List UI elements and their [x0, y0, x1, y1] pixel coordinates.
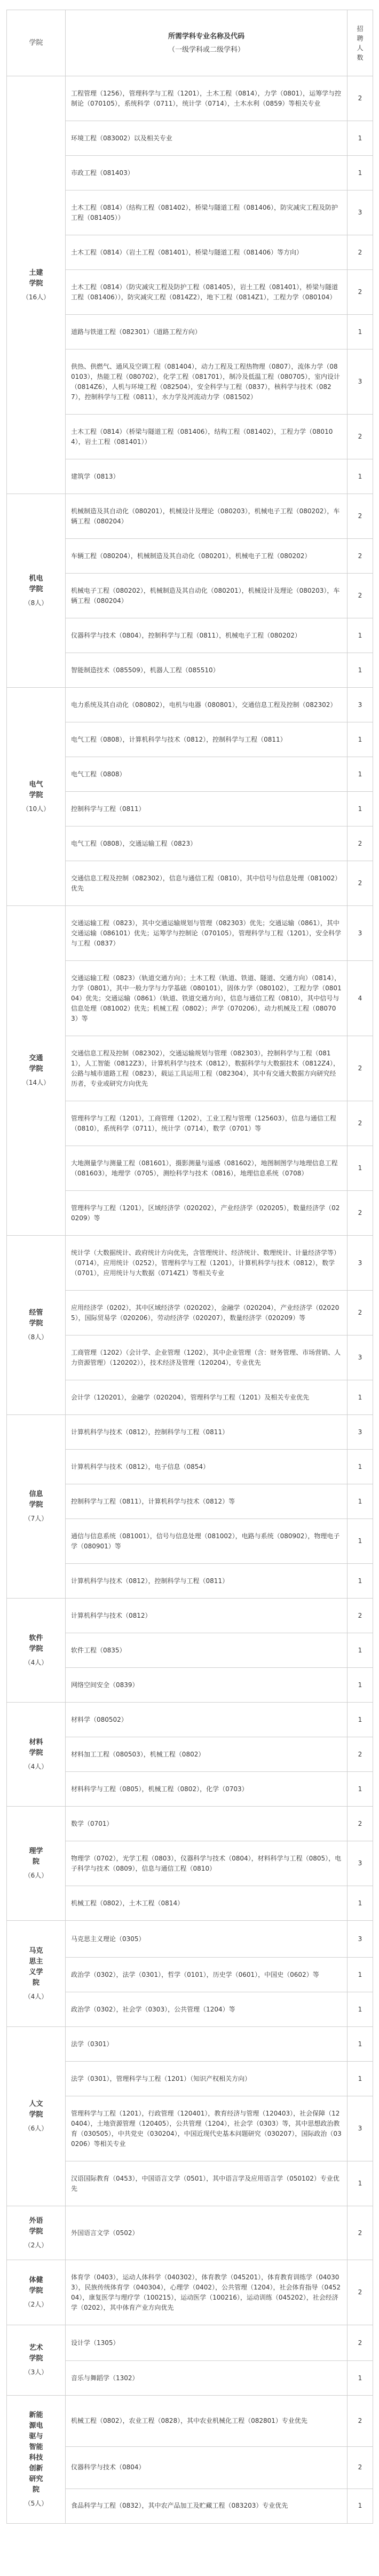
school-name: 机电学院: [29, 574, 43, 593]
school-name: 软件学院: [29, 1634, 43, 1653]
major-cell: 电气工程（0808）: [66, 757, 348, 792]
major-cell: 政治学（0302），法学（0301），哲学（0101），历史学（0601），中国史（0602）等: [66, 1958, 348, 1992]
school-quota: （7人）: [24, 1515, 48, 1522]
headcount-cell: 4: [348, 961, 373, 1036]
major-cell: 土木工程（0814）（桥梁与隧道工程（081406），结构工程（081402），工程力学（080104），岩土工程（081401））: [66, 415, 348, 459]
headcount-cell: 3: [348, 1335, 373, 1380]
major-cell: 电气工程（0808），计算机科学与技术（0812），控制科学与工程（0811）: [66, 722, 348, 757]
major-cell: 计算机科学与技术（0812）: [66, 1599, 348, 1633]
headcount-cell: 3: [348, 688, 373, 722]
header-num: [348, 10, 373, 76]
headcount-cell: 1: [348, 1484, 373, 1519]
major-cell: 机械电子工程（080202），机械制造及其自动化（080201），机械设计及理论（080203），车辆工程（080204）: [66, 574, 348, 618]
header-school-label: 学院: [29, 39, 43, 47]
school-cell: [7, 2396, 66, 2524]
headcount-cell: 1: [348, 156, 373, 190]
major-cell: 设计学（1305）: [66, 2325, 348, 2361]
header-row: [7, 10, 373, 76]
headcount-cell: 2: [348, 1807, 373, 1841]
school-name: 土建学院: [29, 268, 43, 288]
headcount-cell: 3: [348, 1236, 373, 1291]
headcount-cell: 3: [348, 1415, 373, 1450]
school-name: 材料学院: [29, 1738, 43, 1757]
headcount-cell: 1: [348, 1146, 373, 1191]
table-row: [7, 2206, 373, 2260]
headcount-cell: 1: [348, 618, 373, 653]
major-cell: 土木工程（0814）（结构工程（081402），桥梁与隧道工程（081406），防灾减灾工程及防护工程（081405））: [66, 190, 348, 235]
school-name: 经管学院: [29, 1309, 43, 1327]
major-cell: 控制科学与工程（0811）: [66, 792, 348, 826]
headcount-cell: 2: [348, 235, 373, 270]
school-cell: [7, 2027, 66, 2206]
major-cell: 计算机科学与技术（0812），电子信息（0854）: [66, 1450, 348, 1484]
major-cell: 会计学（120201），金融学（020204），管理科学与工程（1201）及相关专业优先: [66, 1380, 348, 1415]
major-cell: 交通运输工程（0823）（轨道交通方向）；土木工程（轨道、铁道、隧道、交通方向）（0814），力学（0801），其中一般力学与力学基础（080101），固体力学（080102），工程力学（080104）优先；交通运输（0861）（轨道、铁道交通方向），信息与通信工程（0810），其中信号与信息处理（081002）优先；机械工程（0802）；声学（070206），动力机械及工程（080703）等: [66, 961, 348, 1036]
headcount-cell: 2: [348, 2446, 373, 2488]
headcount-cell: 1: [348, 1992, 373, 2027]
headcount-cell: 1: [348, 2161, 373, 2206]
school-name: 人文学院: [29, 2100, 43, 2119]
headcount-cell: 2: [348, 2396, 373, 2447]
school-name: 外语学院: [29, 2216, 43, 2236]
table-row: [7, 2396, 373, 2447]
major-cell: 数学（0701）: [66, 1807, 348, 1841]
school-name: 信息学院: [29, 1490, 43, 1509]
headcount-cell: 1: [348, 2062, 373, 2096]
headcount-cell: 2: [348, 574, 373, 618]
headcount-cell: 1: [348, 1772, 373, 1807]
headcount-cell: 3: [348, 1921, 373, 1958]
major-cell: 交通运输工程（0823），其中交通运输规划与管理（082303）优先；交通运输（0861），其中交通运输（086101）优先；运筹学与控制论（070105），管理科学与工程（1201），安全科学与工程（0837）: [66, 906, 348, 961]
school-quota: （10人）: [22, 805, 50, 813]
school-cell: [7, 688, 66, 906]
headcount-cell: 2: [348, 2325, 373, 2361]
major-cell: 通信与信息系统（081001），信号与信息处理（081002），电路与系统（080902），物理电子学（080901）等: [66, 1519, 348, 1564]
headcount-cell: 2: [348, 1291, 373, 1335]
school-cell: [7, 2325, 66, 2396]
table-row: [7, 1599, 373, 1633]
major-cell: 仪器科学与技术（0804）: [66, 2446, 348, 2488]
headcount-cell: 3: [348, 190, 373, 235]
table-row: [7, 906, 373, 961]
school-quota: （16人）: [22, 293, 50, 301]
major-cell: 仪器科学与技术（0804），控制科学与工程（0811），机械电子工程（080202）: [66, 618, 348, 653]
headcount-cell: 2: [348, 1036, 373, 1101]
table-row: [7, 1807, 373, 1841]
major-cell: 车辆工程（080204），机械制造及其自动化（080201），机械电子工程（080202）: [66, 539, 348, 574]
school-quota: （14人）: [22, 1079, 50, 1086]
school-quota: （5人）: [24, 2499, 48, 2507]
major-cell: 法学（0301）: [66, 2027, 348, 2062]
major-cell: 电力系统及其自动化（080802），电机与电器（080801），交通信息工程及控制（082302）: [66, 688, 348, 722]
school-cell: [7, 494, 66, 688]
school-name: 艺术学院: [29, 2344, 43, 2363]
major-cell: 计算机科学与技术（0812），控制科学与工程（0811）: [66, 1564, 348, 1599]
school-cell: [7, 906, 66, 1236]
table-row: [7, 2325, 373, 2361]
school-cell: [7, 2260, 66, 2325]
major-cell: 智能制造技术（085509），机器人工程（085510）: [66, 653, 348, 688]
header-school: [7, 10, 66, 76]
headcount-cell: 1: [348, 1886, 373, 1921]
school-quota: （2人）: [24, 2301, 48, 2308]
major-cell: 交通信息工程及控制（082302），交通运输规划与管理（082303），控制科学与工程（0811），人工智能（0812Z3），计算机科学与技术（0812），数据科学与大数据技术（0812Z4），公路与城市道路工程（0823），载运工具运用工程（082304），其中有交通大数据方向研究经历者，专业或研究方向优先: [66, 1036, 348, 1101]
headcount-cell: 1: [348, 315, 373, 349]
school-cell: [7, 1236, 66, 1415]
headcount-cell: 1: [348, 757, 373, 792]
header-major: [66, 10, 348, 76]
major-cell: 机械制造及其自动化（080201），机械设计及理论（080203），机械电子工程（080202），车辆工程（080204）: [66, 494, 348, 539]
major-cell: 大地测量学与测量工程（081601），摄影测量与遥感（081602），地图制图学与地理信息工程（081603），地理学（0705），测绘科学与技术（0816），地理信息系统（0708）: [66, 1146, 348, 1191]
major-cell: 供热、供燃气、通风及空调工程（081404），动力工程及工程热物理（0807），流体力学（080103），热能工程（080702），化学工程（081701），制冷及低温工程（080705），室内设计（0814Z6），人机与环境工程（082504），安全科学与工程（0837），核科学与技术（0827），控制科学与工程（0811），水力学及河流动力学（081502）: [66, 349, 348, 415]
school-cell: [7, 1599, 66, 1703]
headcount-cell: 2: [348, 415, 373, 459]
headcount-cell: 2: [348, 539, 373, 574]
school-quota: （4人）: [24, 1762, 48, 1770]
headcount-cell: 1: [348, 1380, 373, 1415]
headcount-cell: 1: [348, 121, 373, 156]
school-cell: [7, 1415, 66, 1599]
major-cell: 外国语言文学（0502）: [66, 2206, 348, 2260]
major-cell: 计算机科学与技术（0812），控制科学与工程（0811）: [66, 1415, 348, 1450]
headcount-cell: 2: [348, 2206, 373, 2260]
major-cell: 工商管理（1202）（会计学、企业管理（1202），其中企业管理（含：财务管理、市场营销、人力资源管理）（120202）），技术经济及管理（120204），专业优先: [66, 1335, 348, 1380]
major-cell: 控制科学与工程（0811），计算机科学与技术（0812）等: [66, 1484, 348, 1519]
table-row: [7, 1703, 373, 1737]
school-cell: [7, 1703, 66, 1807]
headcount-cell: 3: [348, 1841, 373, 1886]
header-major-subtitle: （一级学科或二级学科）: [168, 45, 244, 54]
school-cell: [7, 2206, 66, 2260]
headcount-cell: 3: [348, 349, 373, 415]
school-quota: （2人）: [24, 2241, 48, 2249]
headcount-cell: 1: [348, 2488, 373, 2523]
major-cell: 体育学（0403），运动人体科学（040302），体育教学（045201），体育教育训练学（040303），民族传统体育学（040304），心理学（0402），公共管理（1204），社会体育指导（045204），康复医学与理疗学（100215），运动医学（100216），运动训练（045202），社会经济学（0202），其中体育产业方向优先: [66, 2260, 348, 2325]
table-header: [7, 10, 373, 76]
table-row: [7, 1415, 373, 1450]
school-quota: （4人）: [24, 1658, 48, 1666]
major-cell: 管理科学与工程（1201），行政管理（120401），教育经济与管理（120403），社会保障（120404），土地资源管理（120405），公共管理（1204），社会学（0303）等，其中思想政治教育（030505），中共党史（030204），中国近现代史基本问题研究（030207），国际政治（030206）等相关专业: [66, 2096, 348, 2161]
headcount-cell: 1: [348, 653, 373, 688]
headcount-cell: 2: [348, 76, 373, 121]
headcount-cell: 1: [348, 1958, 373, 1992]
major-cell: 政治学（0302），社会学（0303），公共管理（1204）等: [66, 1992, 348, 2027]
school-quota: （3人）: [24, 2368, 48, 2376]
header-num-label: 招聘人数: [357, 25, 364, 61]
headcount-cell: 2: [348, 861, 373, 906]
headcount-cell: 1: [348, 1668, 373, 1703]
header-major-title: 所需学科专业名称及代码: [168, 32, 244, 41]
headcount-cell: 2: [348, 1191, 373, 1236]
major-cell: 网络空间安全（0839）: [66, 1668, 348, 1703]
major-cell: 环境工程（083002）以及相关专业: [66, 121, 348, 156]
major-cell: 土木工程（0814）（防灾减灾工程及防护工程（081405），岩土工程（081401），桥梁与隧道工程（081406）），防灾减灾工程（0814Z2），地下工程（0814Z1），工程力学（080104）: [66, 270, 348, 315]
school-quota: （8人）: [24, 599, 48, 607]
major-cell: 汉语国际教育（0453），中国语言文学（0501），其中语言学及应用语言学（050102）专业优先: [66, 2161, 348, 2206]
major-cell: 土木工程（0814）（岩土工程（081401），桥梁与隧道工程（081406）等方向）: [66, 235, 348, 270]
school-name: 马克思主义学院: [29, 1946, 43, 1987]
major-cell: 电气工程（0808），交通运输工程（0823）: [66, 826, 348, 861]
table-row: [7, 1236, 373, 1291]
headcount-cell: 1: [348, 1519, 373, 1564]
table-row: [7, 2027, 373, 2062]
school-name: 理学院: [29, 1847, 43, 1866]
school-quota: （8人）: [24, 1333, 48, 1341]
school-cell: [7, 1807, 66, 1921]
headcount-cell: 1: [348, 792, 373, 826]
major-cell: 物理学（0702），光学工程（0803），仪器科学与技术（0804），材料科学与工程（0805），电子科学与技术（0809），信息与通信工程（0810）: [66, 1841, 348, 1886]
table-row: [7, 494, 373, 539]
school-cell: [7, 1921, 66, 2027]
table-body: [7, 76, 373, 2524]
major-cell: 机械工程（0802），农业工程（0828），其中农业机械化工程（082801）专业优先: [66, 2396, 348, 2447]
table-row: [7, 2260, 373, 2325]
major-cell: 机械工程（0802），土木工程（0814）: [66, 1886, 348, 1921]
major-cell: 食品科学与工程（0832），其中农产品加工及贮藏工程（083203）专业优先: [66, 2488, 348, 2523]
major-cell: 工程管理（1256），管理科学与工程（1201），土木工程（0814），力学（0801），运筹学与控制论（070105），系统科学（0711），统计学（0714），土木水利（0859）等相关专业: [66, 76, 348, 121]
major-cell: 建筑学（0813）: [66, 459, 348, 494]
school-name: 体健学院: [29, 2276, 43, 2295]
headcount-cell: 1: [348, 459, 373, 494]
school-cell: [7, 76, 66, 494]
major-cell: 材料科学与工程（0805），机械工程（0802），化学（0703）: [66, 1772, 348, 1807]
school-name: 新能源电驱与智能科技创新研究院: [29, 2411, 43, 2494]
recruitment-table: [6, 10, 373, 2524]
headcount-cell: 1: [348, 722, 373, 757]
major-cell: 法学（0301），管理科学与工程（1201）（知识产权相关方向）: [66, 2062, 348, 2096]
major-cell: 管理科学与工程（1201），工商管理（1202），工业工程与管理（125603），信息与通信工程（0810），系统科学（0711），统计学（0714），数学（0701）等: [66, 1101, 348, 1146]
school-quota: （4人）: [24, 1992, 48, 2000]
headcount-cell: 3: [348, 906, 373, 961]
table-row: [7, 688, 373, 722]
major-cell: 马克思主义理论（0305）: [66, 1921, 348, 1958]
school-name: 交通学院: [29, 1054, 43, 1073]
headcount-cell: 2: [348, 1101, 373, 1146]
school-quota: （6人）: [24, 2125, 48, 2132]
school-quota: （6人）: [24, 1872, 48, 1879]
headcount-cell: 1: [348, 1703, 373, 1737]
headcount-cell: 2: [348, 1599, 373, 1633]
major-cell: 市政工程（081403）: [66, 156, 348, 190]
major-cell: 材料加工工程（080503），机械工程（0802）: [66, 1737, 348, 1772]
headcount-cell: 1: [348, 1450, 373, 1484]
headcount-cell: 2: [348, 826, 373, 861]
table-row: [7, 76, 373, 121]
headcount-cell: 1: [348, 1564, 373, 1599]
headcount-cell: 2: [348, 494, 373, 539]
headcount-cell: 1: [348, 2027, 373, 2062]
major-cell: 应用经济学（0202），其中区域经济学（020202），金融学（020204），产业经济学（020205），国际贸易学（020206），劳动经济学（020207），数量经济学（020209）等: [66, 1291, 348, 1335]
headcount-cell: 2: [348, 1737, 373, 1772]
major-cell: 道路与铁道工程（082301）（道路工程方向）: [66, 315, 348, 349]
major-cell: 材料学（080502）: [66, 1703, 348, 1737]
major-cell: 统计学（大数据统计、政府统计方向优先，含管理统计、经济统计、数理统计、计量经济学等）（0714），应用统计（0252），管理科学与工程（1201），计算机科学与技术（0812），数学（0701），应用统计与大数据（0714Z1）等相关专业: [66, 1236, 348, 1291]
major-cell: 管理科学与工程（1201），区域经济学（020202），产业经济学（020205），数量经济学（020209）等: [66, 1191, 348, 1236]
headcount-cell: 1: [348, 1633, 373, 1668]
table-row: [7, 1921, 373, 1958]
headcount-cell: 1: [348, 2361, 373, 2396]
headcount-cell: 3: [348, 2096, 373, 2161]
headcount-cell: 2: [348, 2260, 373, 2325]
major-cell: 音乐与舞蹈学（1302）: [66, 2361, 348, 2396]
school-name: 电气学院: [29, 780, 43, 799]
headcount-cell: 2: [348, 270, 373, 315]
major-cell: 软件工程（0835）: [66, 1633, 348, 1668]
major-cell: 交通信息工程及控制（082302），信息与通信工程（0810），其中信号与信息处理（081002）优先: [66, 861, 348, 906]
